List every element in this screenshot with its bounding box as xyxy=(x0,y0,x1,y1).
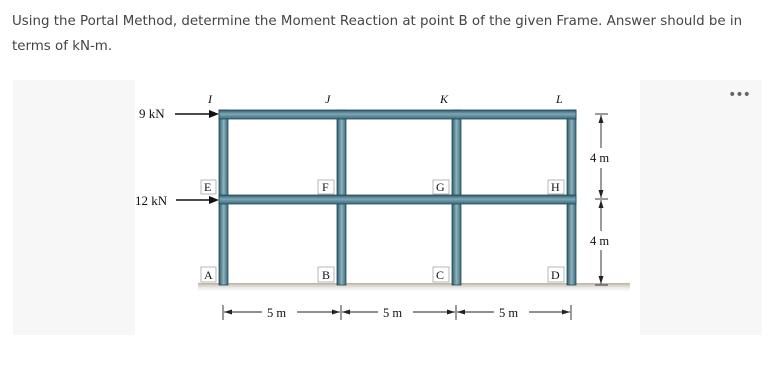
node-label-i: I xyxy=(208,92,212,106)
node-label-j: J xyxy=(325,92,331,106)
node-label-l: L xyxy=(556,92,563,106)
span-label-3: 5 m xyxy=(499,306,519,320)
node-label-b: B xyxy=(322,268,331,282)
node-label-e: E xyxy=(204,180,212,194)
span-label-2: 5 m xyxy=(383,306,403,320)
story-label-2: 4 m xyxy=(590,234,610,248)
node-label-g: G xyxy=(436,180,445,194)
ground xyxy=(198,283,630,293)
node-label-c: C xyxy=(436,268,445,282)
node-label-h: H xyxy=(551,180,560,194)
load-label-12kn: 12 kN xyxy=(135,193,168,208)
more-options-button[interactable]: ••• xyxy=(728,87,750,103)
node-label-k: K xyxy=(440,92,449,106)
node-label-d: D xyxy=(551,268,560,282)
load-arrowhead-12kn xyxy=(209,196,219,204)
story-label-1: 4 m xyxy=(590,151,610,165)
floor-beam xyxy=(219,195,576,204)
node-label-a: A xyxy=(204,268,213,282)
span-label-1: 5 m xyxy=(267,306,287,320)
question-text: Using the Portal Method, determine the Moment Reaction at point B of the given Frame. Answer should be in terms of kN-m. xyxy=(12,14,743,54)
load-label-9kn: 9 kN xyxy=(139,106,165,121)
load-arrowhead-9kn xyxy=(209,110,219,118)
roof-beam xyxy=(219,110,576,119)
story-dimension xyxy=(595,114,608,285)
node-label-f: F xyxy=(322,180,329,194)
